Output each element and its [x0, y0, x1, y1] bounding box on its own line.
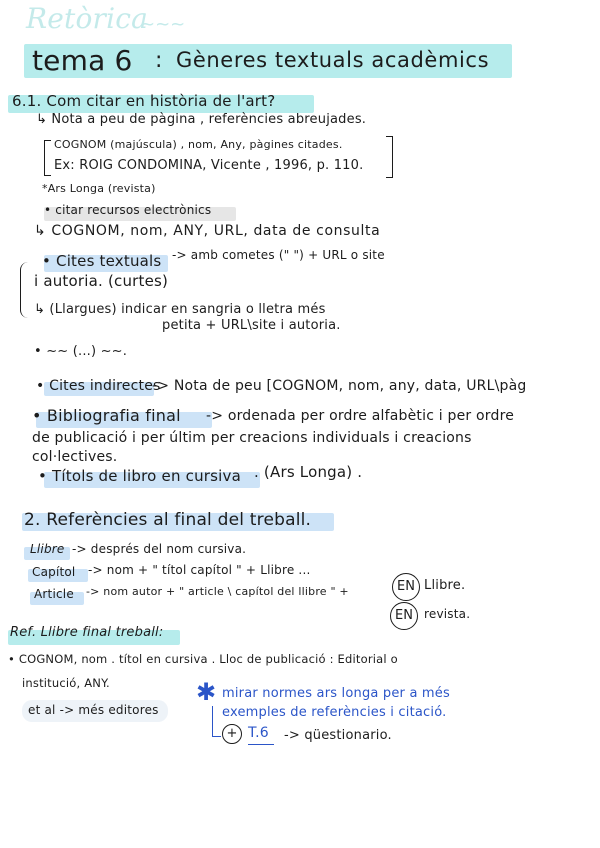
bibliografia-label: • Bibliografia final — [32, 406, 181, 425]
subject-title: Retòrica — [26, 2, 149, 35]
titols-label: • Títols de libro en cursiva — [38, 467, 241, 485]
ref-line-2: institució, ANY. — [22, 676, 110, 690]
llargues-line-2: petita + URL\site i autoria. — [162, 318, 341, 333]
cites-brace — [20, 262, 29, 318]
electronic-label: • citar recursos electrònics — [44, 203, 212, 217]
cites-indirectes-label: • Cites indirectes — [36, 378, 161, 394]
llibre-rest: -> després del nom cursiva. — [72, 542, 247, 556]
asterisk-icon: ✱ — [196, 678, 217, 706]
autoria-line: i autoria. (curtes) — [34, 272, 169, 290]
cites-textuals-label: • Cites textuals — [42, 252, 162, 270]
article-label: Article — [34, 587, 74, 601]
section-2-heading: 2. Referències al final del treball. — [24, 510, 312, 530]
cites-textuals-rest: -> amb cometes (" ") + URL o site — [172, 248, 385, 262]
capitol-rest: -> nom + " títol capítol " + Llibre ... — [88, 563, 311, 577]
article-rest: -> nom autor + " article \ capítol del llibre " + — [86, 585, 349, 598]
ellipsis-line: • ~~ (...) ~~. — [34, 344, 128, 359]
en-revista-text: EN — [395, 608, 413, 623]
t6-label: T.6 — [248, 725, 269, 741]
format-bracket-right — [386, 136, 393, 178]
format-bracket-left — [44, 140, 51, 176]
en-revista-circle — [390, 602, 418, 630]
example-line: Ex: ROIG CONDOMINA, Vicente , 1996, p. 110. — [54, 158, 364, 173]
bibliografia-rest: -> ordenada per ordre alfabètic i per ordre — [206, 408, 515, 424]
exemples-line: exemples de referències i citació. — [222, 705, 447, 720]
questionario-line: -> qüestionario. — [284, 728, 392, 743]
t6-underline — [248, 744, 274, 745]
titols-rest: . (Ars Longa) . — [254, 463, 363, 481]
format-line: COGNOM (majúscula) , nom, Any, pàgines citades. — [54, 138, 343, 151]
llibre-label: Llibre — [30, 542, 65, 556]
ars-longa-note: *Ars Longa (revista) — [42, 182, 156, 195]
mirar-normes-line: mirar normes ars longa per a més — [222, 686, 450, 701]
section-6-1-heading: 6.1. Com citar en història de l'art? — [12, 92, 276, 110]
blue-bracket — [212, 706, 221, 737]
plus-circle — [222, 724, 242, 744]
tema-separator: : — [155, 48, 163, 73]
bibliografia-line-2: de publicació i per últim per creacions individuals i creacions — [32, 430, 472, 446]
llargues-line-1: ↳ (Llargues) indicar en sangria o lletra més — [34, 302, 326, 317]
subject-underline-squiggle: ~~~ — [140, 14, 186, 35]
tema-title: Gèneres textuals acadèmics — [176, 48, 490, 72]
etal-line: et al -> més editores — [28, 703, 159, 717]
en-llibre-circle — [392, 573, 420, 601]
electronic-line: ↳ COGNOM, nom, ANY, URL, data de consulta — [34, 223, 381, 239]
en-llibre-label: Llibre. — [424, 578, 466, 593]
capitol-label: Capítol — [32, 565, 76, 579]
en-revista-label: revista. — [424, 607, 471, 621]
tema-number: tema 6 — [32, 44, 133, 77]
nota-peu-line: ↳ Nota a peu de pàgina , referències abreujades. — [36, 112, 367, 127]
cites-indirectes-rest: -> Nota de peu [COGNOM, nom, any, data, URL\pàg — [152, 378, 527, 394]
plus-text: + — [226, 726, 238, 741]
ref-line-1: • COGNOM, nom . títol en cursiva . Lloc de publicació : Editorial o — [8, 652, 398, 666]
en-llibre-text: EN — [397, 579, 415, 594]
ref-heading: Ref. Llibre final treball: — [10, 625, 164, 640]
bibliografia-line-3: col·lectives. — [32, 449, 118, 465]
